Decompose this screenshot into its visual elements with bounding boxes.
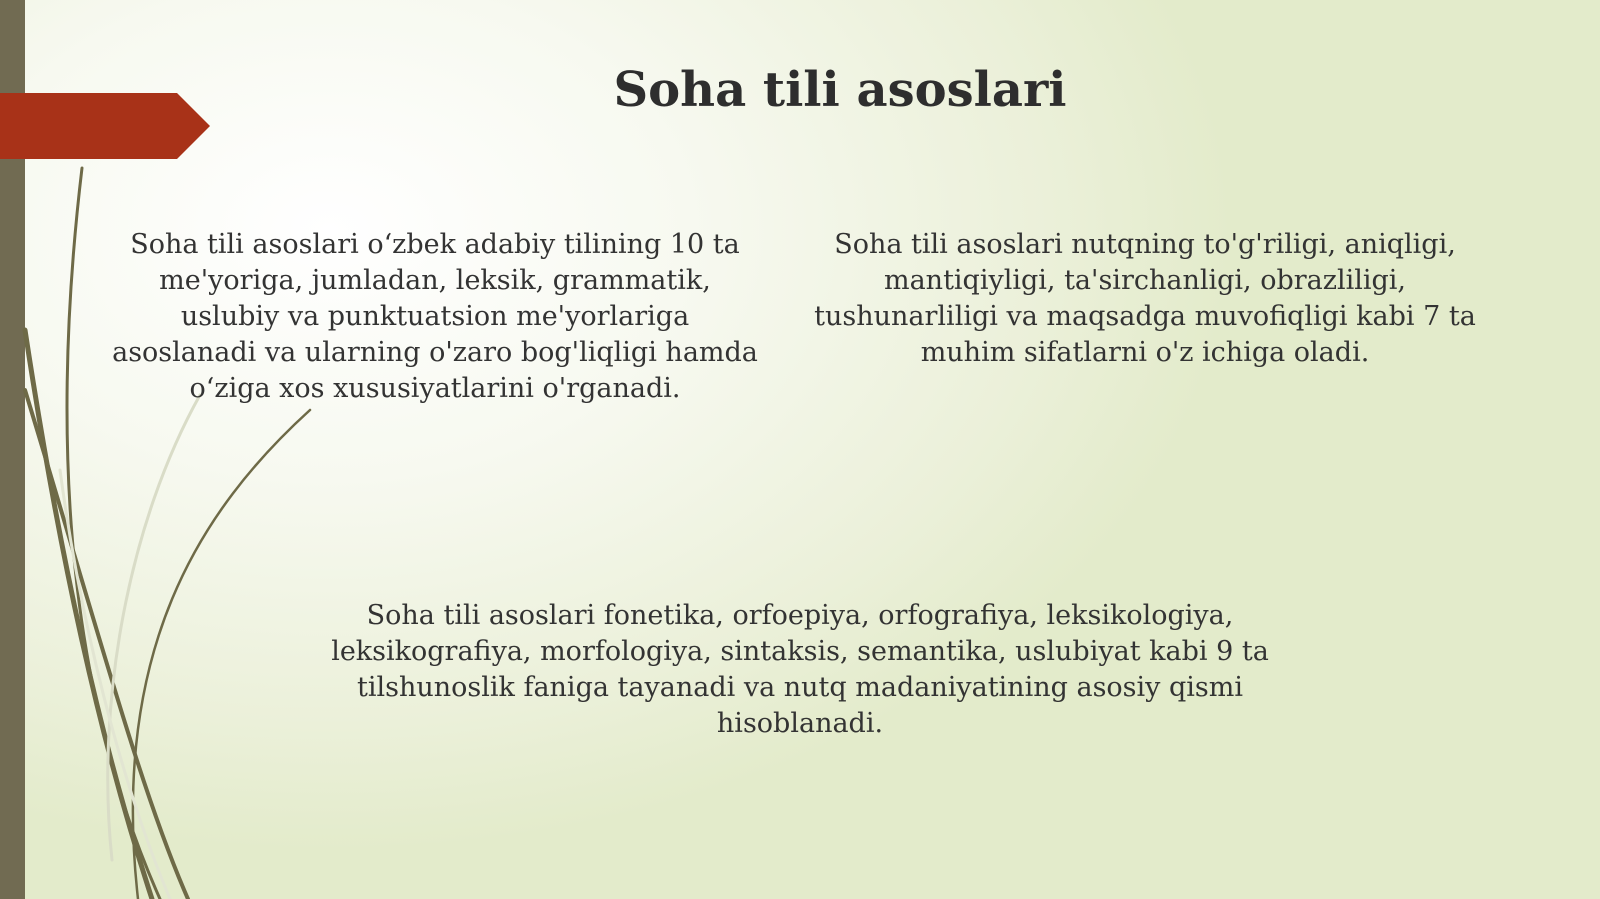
- stem-front: [25, 390, 188, 899]
- paragraph-speech-qualities: Soha tili asoslari nutqning to'g'riligi, aniqligi, mantiqiyligi, ta'sirchanligi, obrazliligi, tushunarliligi va maqsadga muvofiqligi kabi 7 ta muhim sifatlarni o'z ichiga oladi.: [814, 229, 1476, 368]
- paragraph-language-norms: Soha tili asoslari o‘zbek adabiy tilining 10 ta me'yoriga, jumladan, leksik, grammatik, uslubiy va punktuatsion me'yorlariga asoslanadi va ularning o'zaro bog'liqligi hamda o‘ziga xos xususiyatlarini o'rganadi.: [112, 229, 758, 404]
- red-arrow-banner: [0, 93, 210, 159]
- paragraph-linguistic-disciplines: Soha tili asoslari fonetika, orfoepiya, orfografiya, leksikologiya, leksikografiya, morfologiya, sintaksis, semantika, uslubiyat kabi 9 ta tilshunoslik faniga tayanadi va nutq madaniyatining asosiy qismi hisoblanadi.: [331, 600, 1269, 739]
- slide-title: Soha tili asoslari: [613, 62, 1067, 118]
